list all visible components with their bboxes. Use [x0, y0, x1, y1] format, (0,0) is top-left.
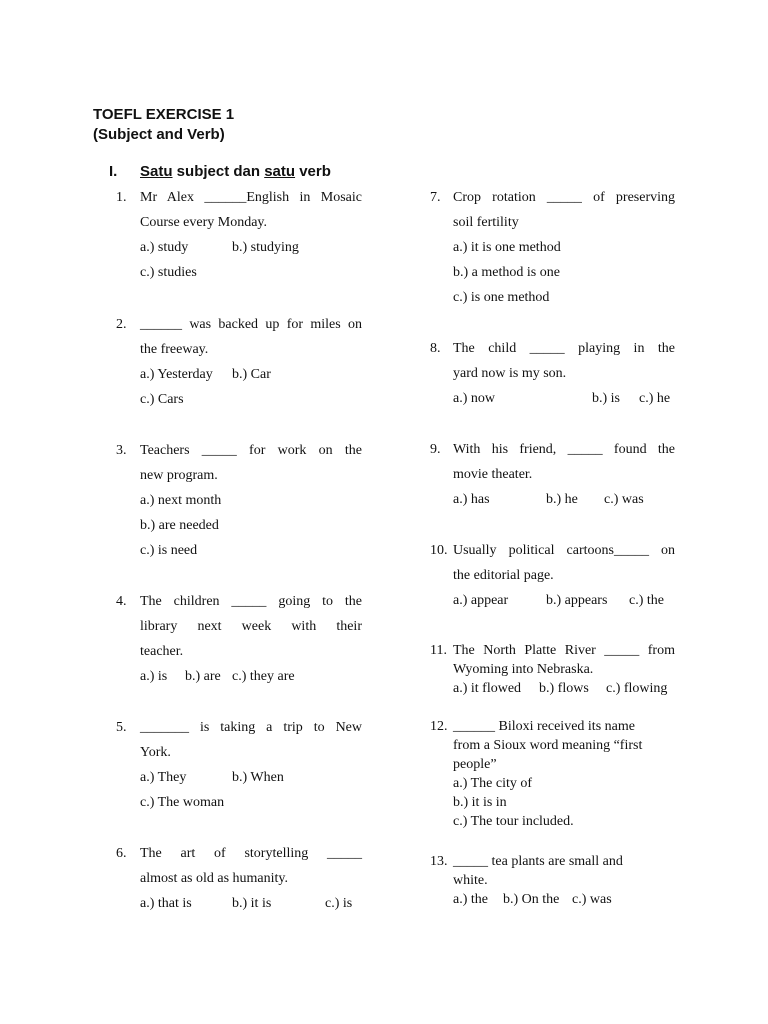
question-text-line: The art of storytelling _____ — [140, 846, 362, 861]
question-text-line: the editorial page. — [453, 568, 554, 583]
option-b[interactable]: b.) are needed — [140, 518, 219, 533]
option-b[interactable]: b.) he — [546, 492, 578, 507]
question-number: 5. — [116, 720, 127, 735]
option-a[interactable]: a.) next month — [140, 493, 222, 508]
question-text-line: ______ was backed up for miles on — [140, 317, 362, 332]
option-a[interactable]: a.) it flowed — [453, 681, 522, 696]
question-text-line: white. — [453, 873, 488, 888]
section-word-satu-2: satu — [264, 163, 296, 180]
question-number: 1. — [116, 190, 127, 205]
option-b[interactable]: b.) flows — [539, 681, 589, 696]
option-a[interactable]: a.) has — [453, 492, 490, 507]
question-text-line: _______ is taking a trip to New — [140, 720, 362, 735]
question-text-line: The North Platte River _____ from — [453, 643, 675, 658]
section-text-tail: verb — [295, 163, 331, 180]
question-text-line: Wyoming into Nebraska. — [453, 662, 594, 677]
option-c[interactable]: c.) is need — [140, 543, 198, 558]
option-c[interactable]: c.) is — [325, 896, 353, 911]
question-number: 4. — [116, 594, 127, 609]
question-8 — [430, 336, 676, 411]
question-number: 9. — [430, 442, 441, 457]
option-c[interactable]: c.) Cars — [140, 392, 184, 407]
question-text-line: With his friend, _____ found the — [453, 442, 675, 457]
option-b[interactable]: b.) are — [185, 669, 221, 684]
question-text-line: people” — [453, 757, 497, 772]
question-4 — [116, 589, 362, 689]
question-number: 13. — [430, 854, 448, 869]
question-text-line: Teachers _____ for work on the — [140, 443, 362, 458]
question-text-line: York. — [140, 745, 171, 760]
question-text-line: The children _____ going to the — [140, 594, 362, 609]
option-c[interactable]: c.) flowing — [606, 681, 668, 696]
option-a[interactable]: a.) study — [140, 240, 189, 255]
question-text-line: Mr Alex ______English in Mosaic — [140, 190, 362, 205]
option-a[interactable]: a.) is — [140, 669, 168, 684]
option-c[interactable]: c.) The tour included. — [453, 814, 574, 829]
question-1 — [116, 185, 362, 285]
question-number: 7. — [430, 190, 441, 205]
question-text-line: ______ Biloxi received its name — [453, 719, 635, 734]
option-b[interactable]: b.) appears — [546, 593, 608, 608]
question-9 — [430, 437, 676, 512]
option-c[interactable]: c.) studies — [140, 265, 197, 280]
option-b[interactable]: b.) it is in — [453, 795, 507, 810]
question-13 — [430, 852, 676, 909]
question-number: 3. — [116, 443, 127, 458]
question-7 — [430, 185, 676, 310]
option-a[interactable]: a.) now — [453, 391, 495, 406]
question-text-line: from a Sioux word meaning “first — [453, 738, 643, 753]
question-number: 6. — [116, 846, 127, 861]
question-text-line: Course every Monday. — [140, 215, 268, 230]
section-heading — [109, 163, 331, 180]
question-text-line: library next week with their — [140, 619, 362, 634]
option-b[interactable]: b.) On the — [503, 892, 560, 907]
question-text-line: the freeway. — [140, 342, 209, 357]
option-b[interactable]: b.) it is — [232, 896, 272, 911]
option-c[interactable]: c.) the — [629, 593, 664, 608]
option-a[interactable]: a.) it is one method — [453, 240, 561, 255]
question-2 — [116, 312, 362, 412]
question-11 — [430, 641, 676, 698]
page-subtitle: (Subject and Verb) — [93, 126, 225, 143]
question-number: 12. — [430, 719, 448, 734]
option-c[interactable]: c.) they are — [232, 669, 295, 684]
question-text-line: The child _____ playing in the — [453, 341, 675, 356]
option-b[interactable]: b.) Car — [232, 367, 271, 382]
option-b[interactable]: b.) is — [592, 391, 620, 406]
question-6 — [116, 841, 362, 916]
question-text-line: almost as old as humanity. — [140, 871, 289, 886]
option-a[interactable]: a.) Yesterday — [140, 367, 213, 382]
question-10 — [430, 538, 676, 613]
question-text-line: Usually political cartoons_____ on — [453, 543, 675, 558]
option-a[interactable]: a.) The city of — [453, 776, 533, 791]
question-5 — [116, 715, 362, 815]
page-title: TOEFL EXERCISE 1 — [93, 106, 235, 123]
option-a[interactable]: a.) that is — [140, 896, 192, 911]
question-number: 2. — [116, 317, 127, 332]
option-b[interactable]: b.) When — [232, 770, 284, 785]
question-number: 10. — [430, 543, 448, 558]
question-text-line: _____ tea plants are small and — [453, 854, 623, 869]
question-text-line: teacher. — [140, 644, 184, 659]
question-text-line: new program. — [140, 468, 218, 483]
option-c[interactable]: c.) is one method — [453, 290, 550, 305]
question-text-line: Crop rotation _____ of preserving — [453, 190, 675, 205]
option-a[interactable]: a.) They — [140, 770, 187, 785]
question-text-line: movie theater. — [453, 467, 533, 482]
question-number: 8. — [430, 341, 441, 356]
section-text-mid: subject dan — [172, 163, 265, 180]
option-c[interactable]: c.) The woman — [140, 795, 225, 810]
question-text-line: soil fertility — [453, 215, 519, 230]
option-b[interactable]: b.) a method is one — [453, 265, 560, 280]
question-12 — [430, 717, 676, 831]
section-word-satu-1: Satu — [140, 163, 173, 180]
option-c[interactable]: c.) was — [572, 892, 612, 907]
option-b[interactable]: b.) studying — [232, 240, 299, 255]
question-3 — [116, 438, 362, 563]
option-a[interactable]: a.) appear — [453, 593, 509, 608]
option-c[interactable]: c.) was — [604, 492, 644, 507]
question-number: 11. — [430, 643, 447, 658]
option-a[interactable]: a.) the — [453, 892, 488, 907]
section-number: I. — [109, 163, 118, 180]
question-text-line: yard now is my son. — [453, 366, 567, 381]
option-c[interactable]: c.) he — [639, 391, 671, 406]
